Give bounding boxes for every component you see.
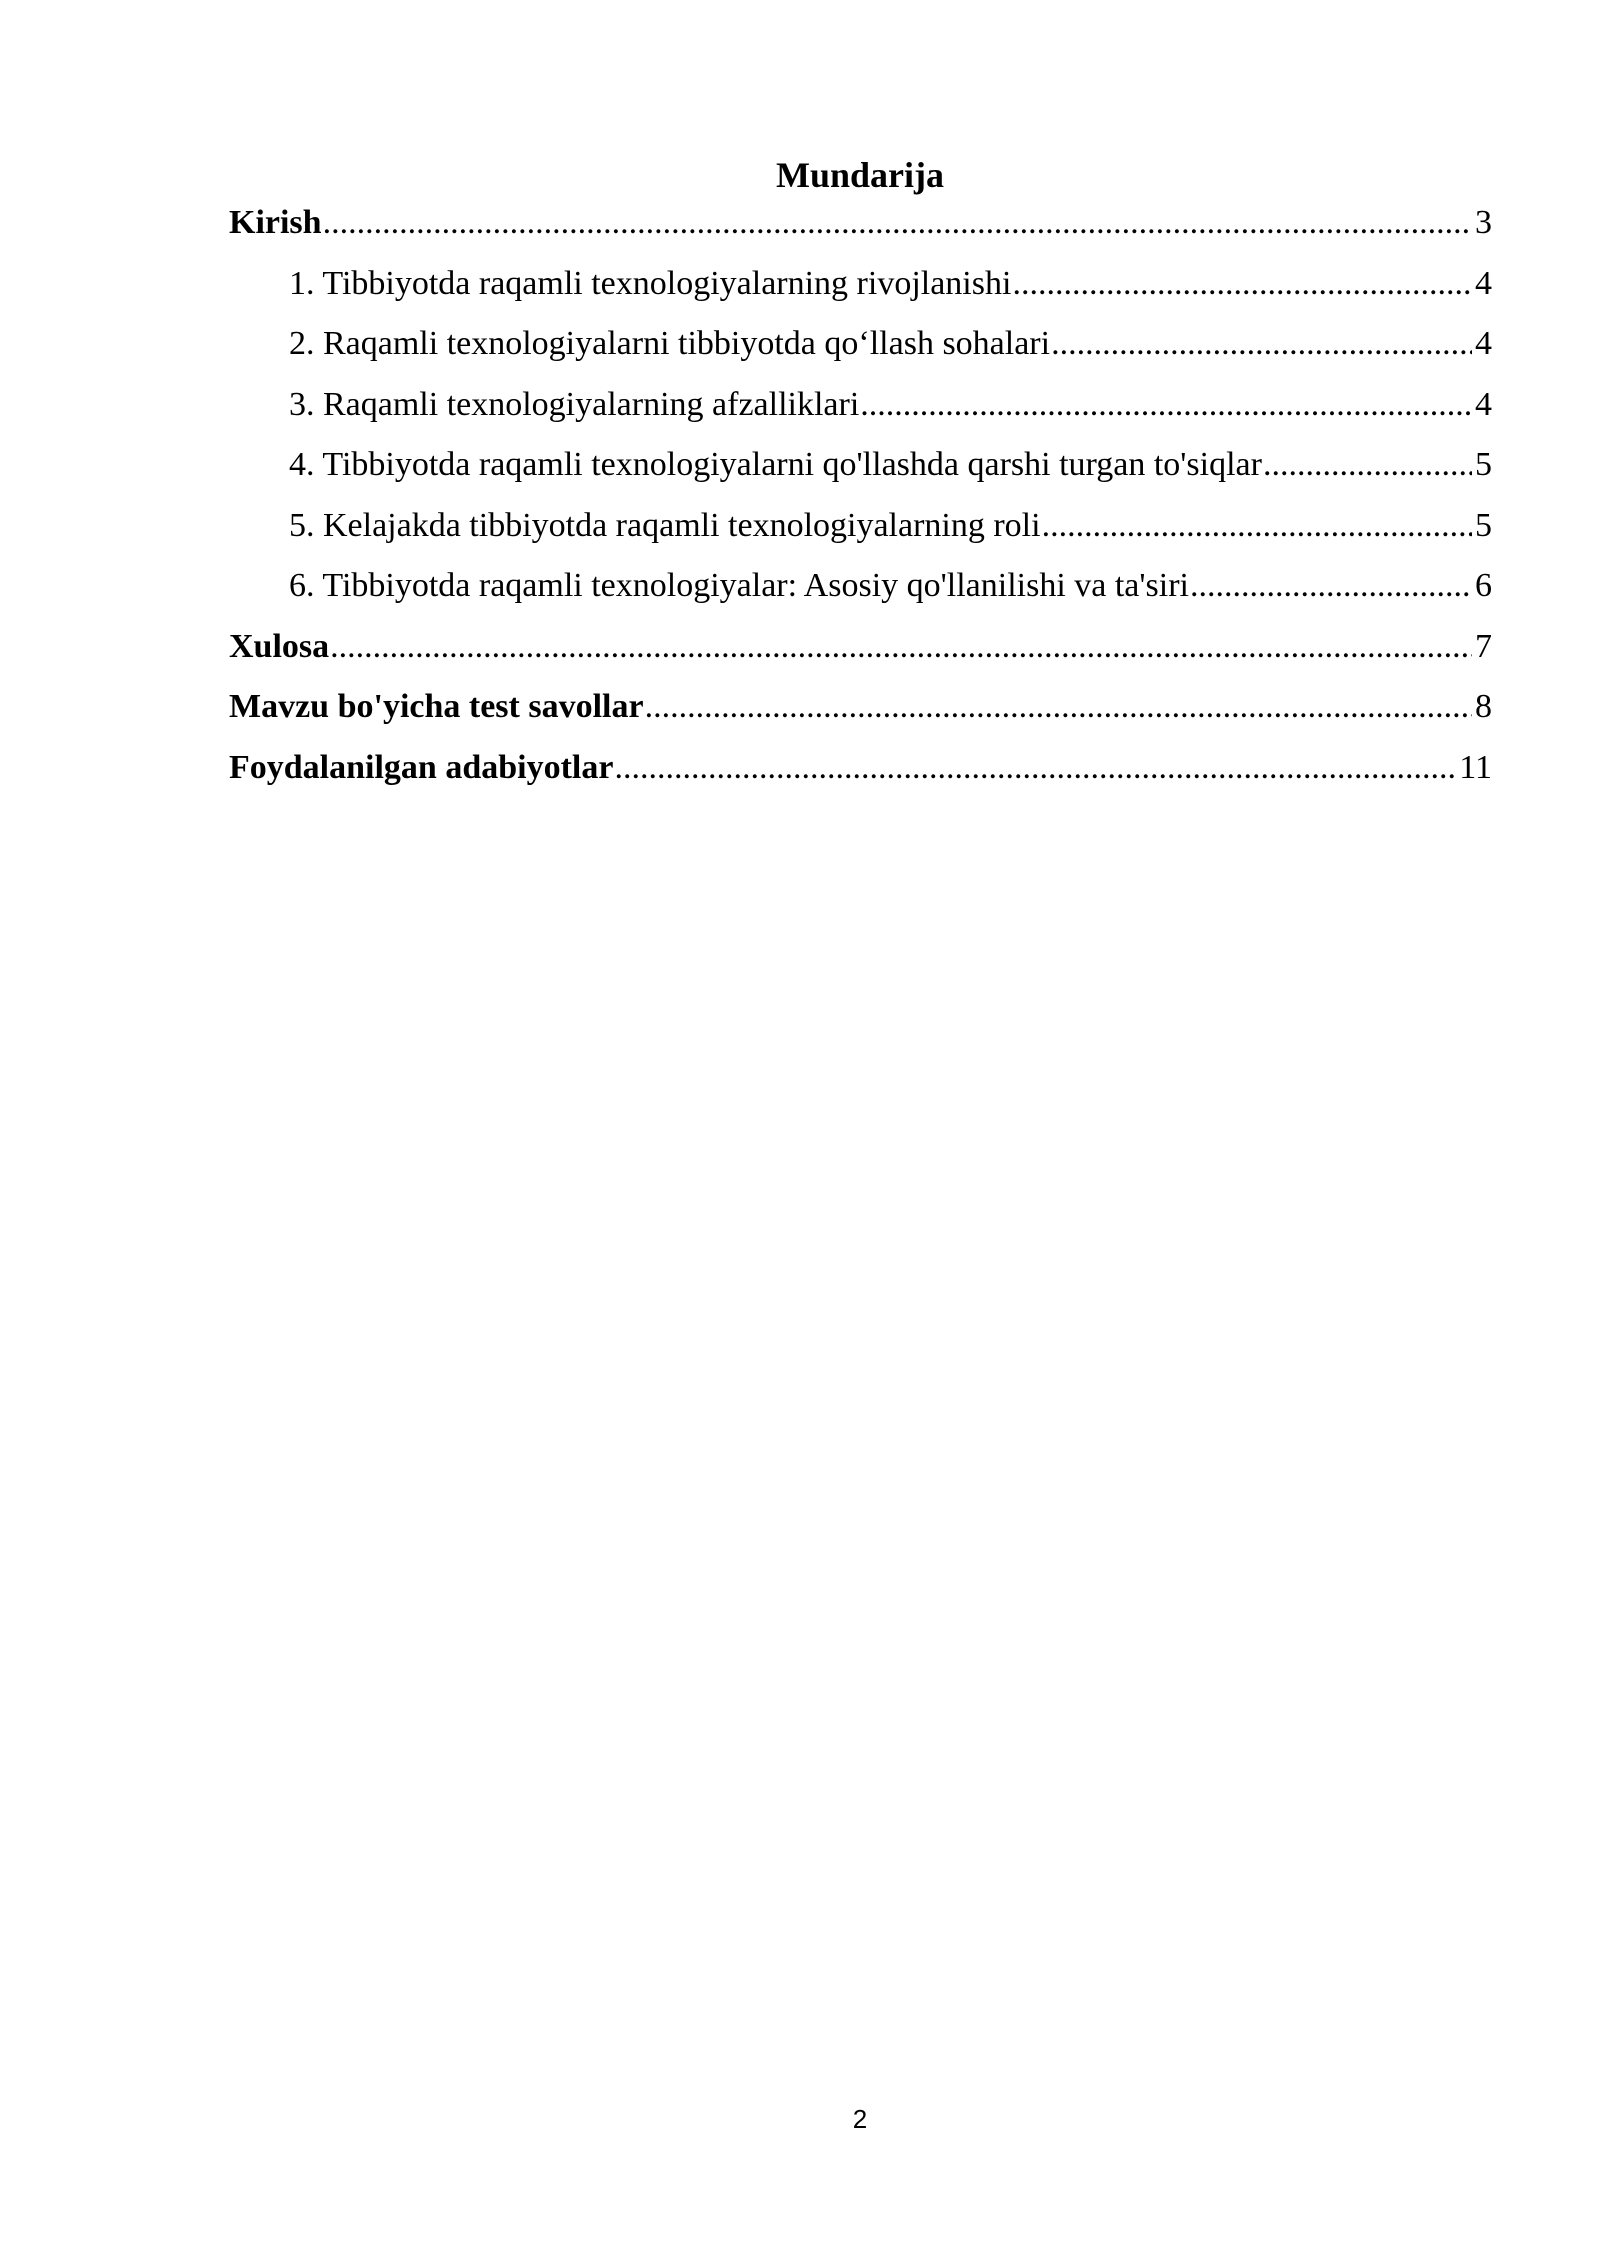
dot-leader bbox=[860, 380, 1472, 430]
dot-leader bbox=[645, 682, 1472, 732]
toc-entry-section-6[interactable] bbox=[229, 561, 1492, 622]
toc-entry-page: 4 bbox=[1475, 385, 1492, 423]
dot-leader bbox=[614, 743, 1456, 793]
toc-entry-title: 5. Kelajakda tibbiyotda raqamli texnologiyalarning roli bbox=[289, 506, 1041, 544]
toc-entry-title: 3. Raqamli texnologiyalarning afzalliklari bbox=[289, 385, 860, 423]
page-number: 2 bbox=[852, 2104, 868, 2134]
toc-title: Mundarija bbox=[775, 155, 944, 195]
dot-leader bbox=[1190, 561, 1472, 611]
toc-entry-section-2[interactable] bbox=[229, 319, 1492, 380]
toc-entry-kirish[interactable] bbox=[229, 198, 1492, 259]
toc-entry-title: 4. Tibbiyotda raqamli texnologiyalarni qo'llashda qarshi turgan to'siqlar bbox=[289, 446, 1262, 483]
toc-entry-test-savollar[interactable] bbox=[229, 682, 1492, 743]
table-of-contents bbox=[229, 198, 1492, 803]
toc-entry-title: Kirish bbox=[229, 204, 322, 241]
toc-entry-page: 5 bbox=[1475, 446, 1492, 483]
toc-entry-title: 1. Tibbiyotda raqamli texnologiyalarning rivojlanishi bbox=[289, 264, 1012, 302]
toc-entry-page: 8 bbox=[1475, 688, 1492, 725]
toc-entry-page: 4 bbox=[1475, 325, 1492, 362]
toc-entry-title: Mavzu bo'yicha test savollar bbox=[229, 688, 644, 725]
toc-entry-adabiyotlar[interactable] bbox=[229, 743, 1492, 804]
dot-leader bbox=[330, 622, 1472, 672]
dot-leader bbox=[1263, 440, 1472, 490]
toc-entry-title: Xulosa bbox=[229, 627, 330, 665]
toc-entry-title: 2. Raqamli texnologiyalarni tibbiyotda qo‘llash sohalari bbox=[289, 325, 1051, 362]
toc-entry-page: 7 bbox=[1475, 627, 1492, 665]
dot-leader bbox=[1012, 259, 1472, 309]
toc-entry-section-1[interactable] bbox=[229, 259, 1492, 320]
toc-entry-section-3[interactable] bbox=[229, 380, 1492, 441]
toc-entry-page: 11 bbox=[1459, 748, 1492, 786]
toc-entry-page: 6 bbox=[1475, 567, 1492, 604]
toc-entry-xulosa[interactable] bbox=[229, 622, 1492, 683]
toc-entry-section-5[interactable] bbox=[229, 501, 1492, 562]
toc-entry-section-4[interactable] bbox=[229, 440, 1492, 501]
toc-entry-page: 4 bbox=[1475, 264, 1492, 302]
toc-entry-page: 5 bbox=[1475, 506, 1492, 544]
dot-leader bbox=[1042, 501, 1472, 551]
toc-entry-page: 3 bbox=[1475, 204, 1492, 241]
toc-entry-title: 6. Tibbiyotda raqamli texnologiyalar: Asosiy qo'llanilishi va ta'siri bbox=[289, 567, 1189, 604]
dot-leader bbox=[1051, 319, 1472, 369]
toc-entry-title: Foydalanilgan adabiyotlar bbox=[229, 748, 614, 786]
dot-leader bbox=[323, 198, 1472, 248]
